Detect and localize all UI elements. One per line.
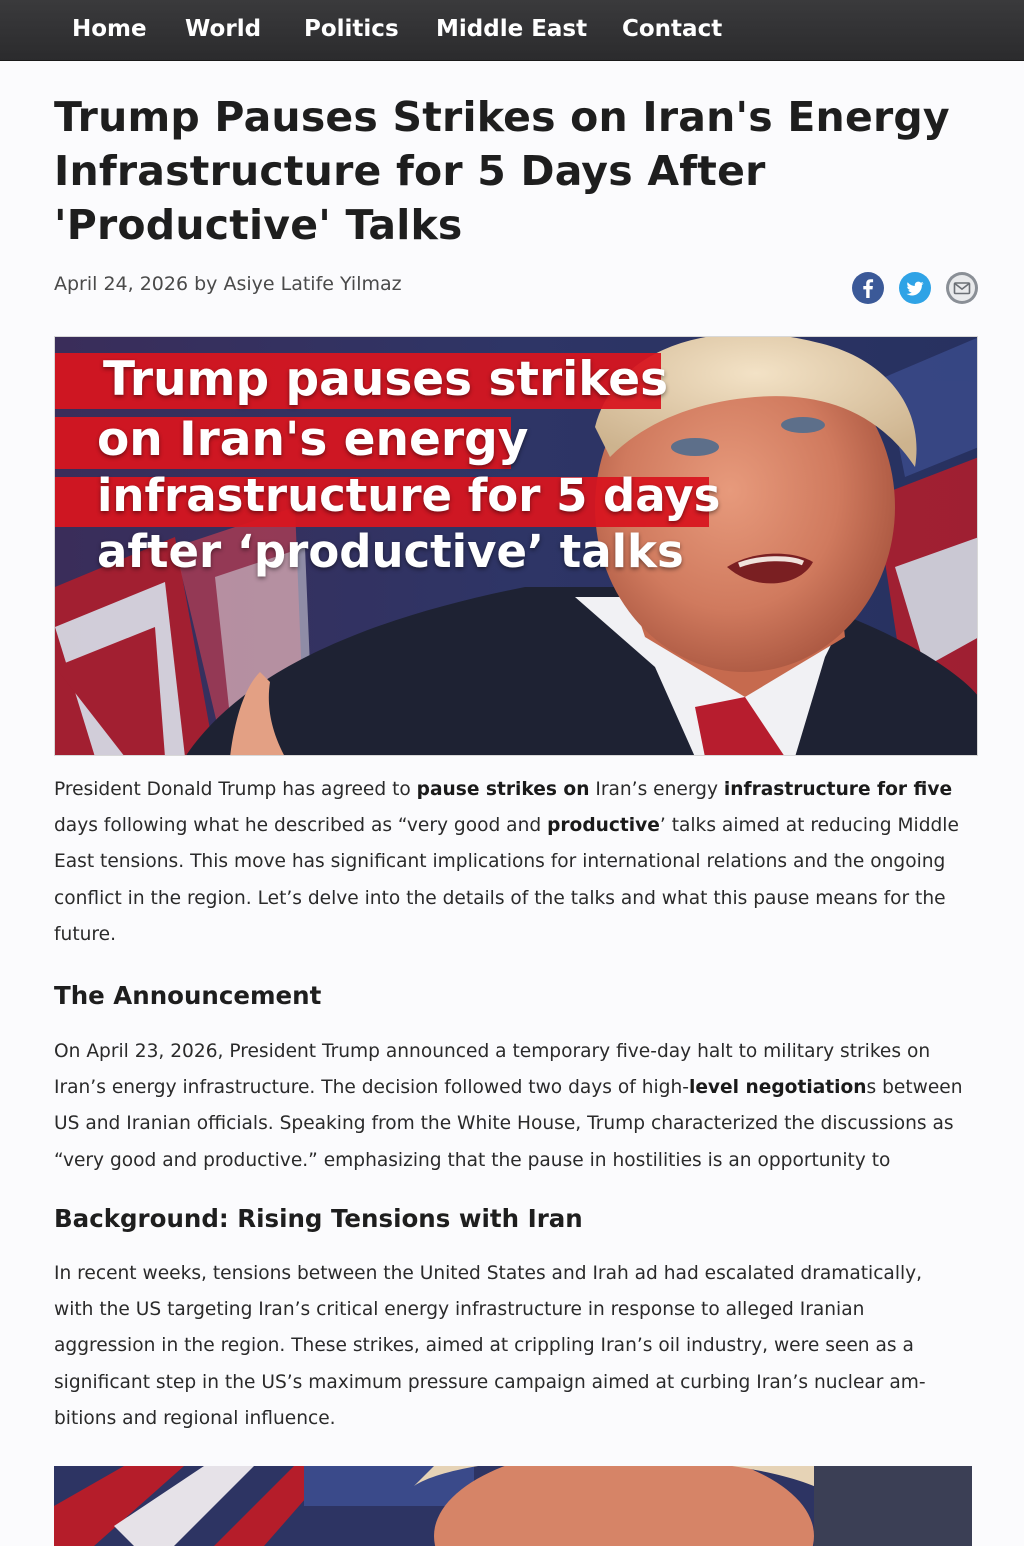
paragraph-line [54, 1401, 984, 1437]
paragraph-line [54, 881, 994, 917]
paragraph-line [54, 1070, 984, 1106]
hero-overlay-line: on Iran's energy [97, 412, 529, 467]
paragraph-line [54, 844, 994, 880]
paragraph-line [54, 1365, 984, 1401]
text-run: Iran’s energy infrastructure. The decision followed two days of high- [54, 1077, 689, 1099]
bold-text: infrastructure for five [723, 779, 953, 800]
bold-text: pause strikes on [416, 779, 590, 800]
paragraph-line [54, 1106, 984, 1142]
hero-overlay-line: Trump pauses strikes [103, 352, 669, 407]
email-icon [946, 272, 978, 304]
text-run: President Donald Trump has agreed to [54, 779, 417, 800]
paragraph-line [54, 1328, 984, 1364]
paragraph-line [54, 1034, 984, 1070]
paragraph-line [54, 1143, 984, 1179]
nav-world[interactable]: World [185, 16, 262, 42]
top-navigation [0, 0, 1024, 61]
text-run: aggression in the region. These strikes, aimed at crippling Iran’s oil industry, were seen as a [54, 1335, 914, 1357]
twitter-icon [899, 272, 931, 304]
text-run: conflict in the region. Let’s delve into the details of the talks and what this pause means for the [54, 887, 946, 909]
facebook-icon [852, 272, 884, 304]
facebook-share-button[interactable] [852, 272, 884, 304]
paragraph-line [54, 917, 994, 953]
intro-paragraph [54, 772, 994, 953]
text-run: bitions and regional influence. [54, 1407, 336, 1429]
email-share-button[interactable] [946, 272, 978, 304]
text-run: In recent weeks, tensions between the United States and Irah ad had escalated dramatically, [54, 1263, 923, 1284]
text-run: s between [866, 1077, 963, 1099]
text-run: US and Iranian officials. Speaking from the White House, Trump characterized the discussions as [54, 1113, 954, 1135]
article-headline: Trump Pauses Strikes on Iran's Energy Infrastructure for 5 Days After 'Productive' Talks [54, 93, 950, 249]
hero-overlay-line: after ‘productive’ talks [97, 525, 684, 578]
bold-text: productive [547, 815, 660, 837]
hero-overlay-line: infrastructure for 5 days [97, 469, 721, 522]
paragraph-line [54, 808, 994, 844]
text-run: ’ talks aimed at reducing Middle [659, 815, 959, 837]
paragraph-line [54, 772, 994, 808]
section-heading: The Announcement [54, 981, 322, 1010]
text-run: with the US targeting Iran’s critical energy infrastructure in response to alleged Iranian [54, 1299, 865, 1321]
article-byline: April 24, 2026 by Asiye Latife Yilmaz [54, 273, 402, 295]
nav-middle-east[interactable]: Middle East [436, 16, 588, 42]
paragraph-line [54, 1256, 984, 1292]
section-heading: Background: Rising Tensions with Iran [54, 1204, 583, 1233]
section-paragraph [54, 1034, 984, 1179]
text-run: Iran’s energy [589, 779, 724, 800]
text-run: days following what he described as “very good and [54, 815, 548, 837]
text-run: On April 23, 2026, President Trump announced a temporary five-day halt to military strikes on [54, 1041, 931, 1062]
text-run: East tensions. This move has significant implications for international relations and the ongoing [54, 851, 946, 873]
secondary-photo [54, 1466, 972, 1546]
text-run: significant step in the US’s maximum pressure campaign aimed at curbing Iran’s nuclear am- [54, 1371, 926, 1393]
twitter-share-button[interactable] [899, 272, 931, 304]
secondary-image [54, 1466, 972, 1546]
nav-contact[interactable]: Contact [622, 16, 723, 42]
section-paragraph [54, 1256, 984, 1437]
bold-text: level negotiation [688, 1077, 867, 1099]
text-run: future. [54, 923, 116, 945]
text-run: “very good and productive.” emphasizing that the pause in hostilities is an opportunity to [54, 1149, 891, 1171]
nav-home[interactable]: Home [72, 16, 147, 42]
paragraph-line [54, 1292, 984, 1328]
nav-politics[interactable]: Politics [304, 16, 399, 42]
hero-image [54, 336, 978, 756]
